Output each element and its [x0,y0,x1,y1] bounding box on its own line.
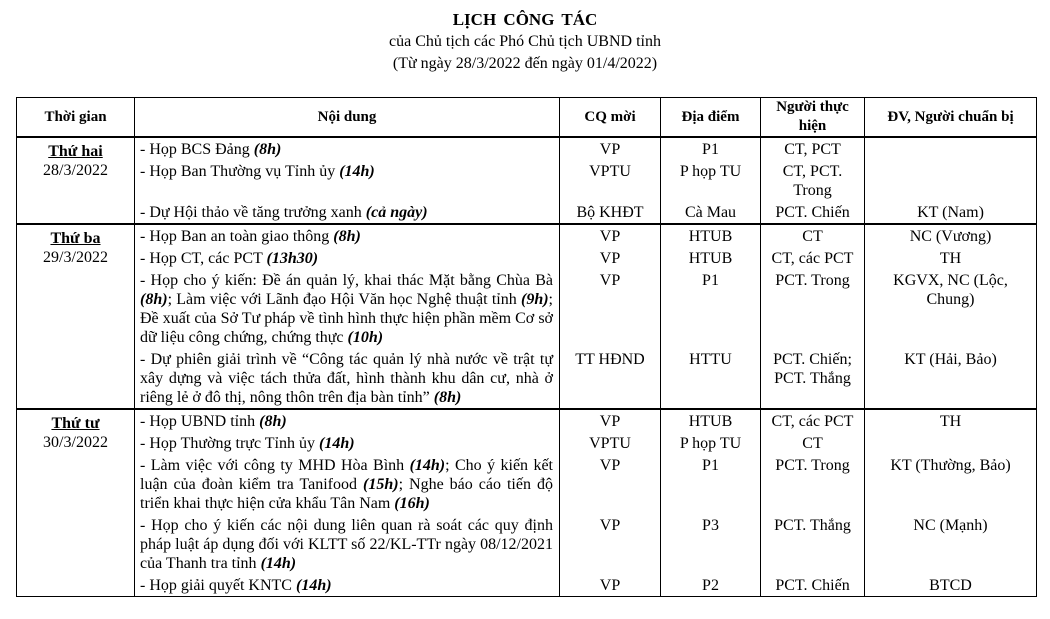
agenda-time: (14h) [409,457,446,474]
content-cell [135,137,560,224]
agenda-time: (15h) [363,476,399,493]
prep-value: TH [939,413,962,430]
schedule-table [16,97,1037,597]
agenda-text: ; Đề xuất của Sở Tư pháp về tình hình thực hiện phần mềm Cơ sở dữ liệu công chứng, chứng thực [140,291,553,346]
place-value: HTTU [689,351,732,368]
org-value: VP [599,413,621,430]
place-cell [661,224,761,409]
agenda-time: (14h) [318,435,355,452]
person-value: PCT. Trong [775,457,850,474]
agenda-text: - Họp Thường trực Tỉnh ủy [140,435,319,452]
prep-value: KT (Hải, Bảo) [904,351,997,368]
agenda-text: - Họp cho ý kiến các nội dung liên quan rà soát các quy định pháp luật áp dụng đối với KLTT số 22/KL-TTr ngày 08/12/2021 của Thanh tra tỉnh [140,517,553,572]
agenda-time: (8h) [433,389,462,406]
place-value: HTUB [688,413,733,430]
agenda-text: ; Làm việc với Lãnh đạo Hội Văn học Nghệ thuật tỉnh [167,291,521,308]
org-value: VP [599,250,621,267]
table-header-row [17,98,1037,138]
person-value: CT, PCT [784,141,841,158]
agenda-item [135,574,559,596]
person-value: PCT. Thắng [774,517,851,534]
person-value: PCT. Trong [775,272,850,289]
page-subtitle: của Chủ tịch các Phó Chủ tịch UBND tỉnh [389,33,661,50]
content-cell [135,409,560,597]
agenda-text: ; Cho ý kiến kết luận của đoàn kiểm tra Tanifood [140,457,554,493]
document-header [0,0,1050,75]
org-value: VP [599,272,621,289]
org-value: VP [599,577,621,594]
agenda-text: - Họp BCS Đảng [140,141,254,158]
prep-value [865,160,1036,201]
agenda-item [135,410,559,432]
person-cell [761,224,865,409]
org-cell [560,409,661,597]
prep-value: KT (Thường, Bảo) [890,457,1011,474]
day-row [17,137,1037,224]
agenda-time: (14h) [260,555,297,572]
agenda-item [135,432,559,454]
col-header-place: Địa điểm [661,98,761,138]
agenda-text: - Họp cho ý kiến: Đề án quản lý, khai thác Mặt bằng Chùa Bà [140,272,553,289]
person-value: PCT. Chiến [775,577,850,594]
agenda-item [135,138,559,160]
agenda-time: (8h) [259,413,287,430]
agenda-time: (8h) [253,141,282,158]
agenda-time: (8h) [140,291,168,308]
prep-value: BTCD [929,577,972,594]
agenda-item [135,225,559,247]
col-header-person: Người thực hiện [761,98,865,138]
prep-value: TH [939,250,962,267]
agenda-item [135,348,559,408]
agenda-time: (14h) [295,577,332,594]
prep-value: KT (Nam) [917,204,984,221]
person-cell [761,137,865,224]
org-cell [560,137,661,224]
agenda-item [135,454,559,514]
org-value: VPTU [589,163,631,180]
prep-cell [865,224,1037,409]
place-cell [661,409,761,597]
org-cell [560,224,661,409]
agenda-time: (8h) [333,228,361,245]
day-name: Thứ hai [48,143,103,160]
agenda-time: (cả ngày) [365,204,428,221]
place-value: P1 [702,457,719,474]
page-title: LỊCH CÔNG TÁC [452,10,598,29]
prep-value [865,138,1036,160]
day-date: 30/3/2022 [43,434,108,451]
agenda-text: - Họp Ban an toàn giao thông [140,228,334,245]
place-value: Cà Mau [684,204,737,221]
day-row [17,409,1037,597]
place-value: P họp TU [679,435,742,452]
prep-value: KGVX, NC (Lộc, Chung) [893,272,1008,308]
day-cell [17,409,135,597]
org-value: VPTU [589,435,631,452]
person-value: CT [802,435,823,452]
agenda-text: - Họp CT, các PCT [140,250,267,267]
place-value: P2 [702,577,719,594]
day-date: 28/3/2022 [43,162,108,179]
person-value: CT [802,228,823,245]
col-header-time: Thời gian [17,98,135,138]
place-value: P1 [702,141,719,158]
agenda-item [135,201,559,223]
org-value: VP [599,457,621,474]
col-header-content: Nội dung [135,98,560,138]
day-cell [17,137,135,224]
prep-value: NC (Vương) [909,228,992,245]
person-value: PCT. Chiến; PCT. Thắng [773,351,852,387]
agenda-item [135,269,559,348]
person-cell [761,409,865,597]
place-value: P3 [702,517,719,534]
prep-value: NC (Mạnh) [913,517,988,534]
agenda-text: - Họp giải quyết KNTC [140,577,296,594]
org-value: Bộ KHĐT [576,204,644,221]
org-value: TT HĐND [575,351,645,368]
place-value: HTUB [688,228,733,245]
agenda-text: - Dự Hội thảo về tăng trưởng xanh [140,204,366,221]
place-cell [661,137,761,224]
agenda-item [135,247,559,269]
prep-cell [865,409,1037,597]
place-value: P họp TU [679,163,742,180]
agenda-item [135,160,559,201]
agenda-text: - Họp UBND tỉnh [140,413,260,430]
person-value: CT, các PCT [771,413,854,430]
agenda-text: - Họp Ban Thường vụ Tỉnh ủy [140,163,340,180]
agenda-time: (16h) [394,495,430,512]
person-value: CT, các PCT [771,250,854,267]
day-name: Thứ ba [50,230,101,247]
content-cell [135,224,560,409]
person-value: PCT. Chiến [775,204,850,221]
agenda-time: (14h) [339,163,375,180]
org-value: VP [599,517,621,534]
prep-value [865,432,1036,454]
col-header-org: CQ mời [560,98,661,138]
day-name: Thứ tư [51,415,100,432]
person-value: CT, PCT. Trong [782,163,843,199]
date-range: (Từ ngày 28/3/2022 đến ngày 01/4/2022) [392,55,658,72]
agenda-item [135,514,559,574]
place-value: P1 [702,272,719,289]
day-date: 29/3/2022 [43,249,108,266]
place-value: HTUB [688,250,733,267]
col-header-prep: ĐV, Người chuẩn bị [865,98,1037,138]
org-value: VP [599,141,621,158]
agenda-text: ; Nghe báo cáo tiến độ triển khai thực hiện cửa khẩu Tân Nam [140,476,553,512]
agenda-time: (10h) [347,329,384,346]
agenda-time: (9h) [520,291,549,308]
org-value: VP [599,228,621,245]
agenda-text: - Làm việc với công ty MHD Hòa Bình [140,457,410,474]
agenda-text: - Dự phiên giải trình về “Công tác quản lý nhà nước về trật tự xây dựng và việc tách thửa đất, hình thành khu dân cư, nhà ở riêng lẻ ở đô thị, nông thôn trên địa bàn tỉnh” [140,351,553,406]
agenda-time: (13h30) [266,250,319,267]
prep-cell [865,137,1037,224]
day-cell [17,224,135,409]
day-row [17,224,1037,409]
